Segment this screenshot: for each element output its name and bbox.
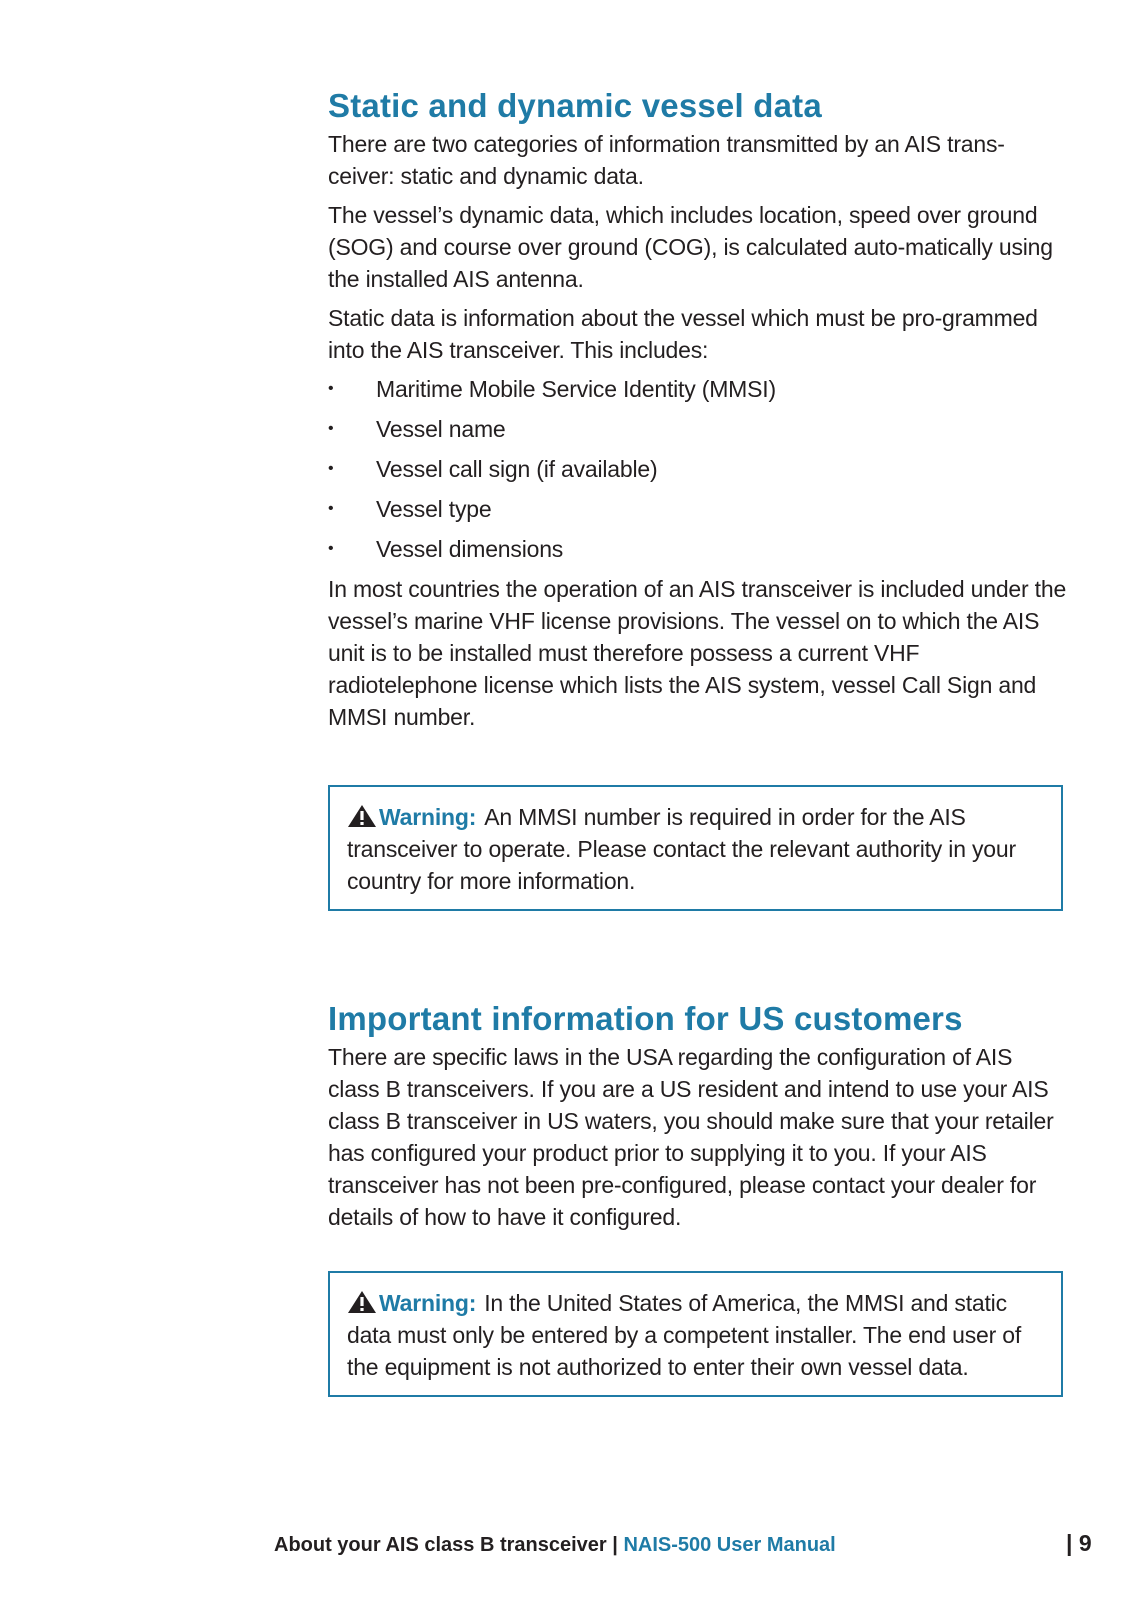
list-item: • Vessel dimensions [328, 533, 1068, 565]
warning-triangle-icon [347, 804, 377, 828]
paragraph: There are specific laws in the USA regarding the configuration of AIS class B transceivers. If you are a US resident and intend to use your AIS class B transceiver in US waters, you should make sure that your retailer has configured your product prior to supplying it to you. If your AIS transceiver has not been pre-configured, please contact your dealer for details of how to have it configured. [328, 1044, 1054, 1230]
section-title-us-customers: Important information for US customers [328, 1000, 963, 1037]
page-content [328, 86, 1068, 1397]
paragraph: The vessel’s dynamic data, which includes location, speed over ground (SOG) and course over ground (COG), is calculated auto-matically using the installed AIS antenna. [328, 202, 1053, 292]
warning-label: Warning: [379, 1290, 477, 1316]
warning-text: An MMSI number is required in order for the AIS transceiver to operate. Please contact the relevant authority in your country for more information. [347, 804, 1016, 894]
footer-manual-title: NAIS-500 User Manual [623, 1534, 836, 1556]
list-item: • Vessel name [328, 413, 1068, 445]
paragraph: There are two categories of information transmitted by an AIS trans-ceiver: static and dynamic data. [328, 131, 1005, 189]
bullet-icon: • [328, 380, 334, 397]
bullet-icon: • [328, 420, 334, 437]
bullet-icon: • [328, 500, 334, 517]
warning-label: Warning: [379, 804, 477, 830]
footer-separator: | [606, 1534, 624, 1556]
static-data-list [328, 373, 1068, 565]
page-footer [274, 1534, 836, 1557]
list-item: • Maritime Mobile Service Identity (MMSI) [328, 373, 1068, 405]
bullet-icon: • [328, 460, 334, 477]
warning-text: In the United States of America, the MMSI and static data must only be entered by a competent installer. The end user of the equipment is not authorized to enter their own vessel data. [347, 1290, 1022, 1380]
paragraph: Static data is information about the vessel which must be pro-grammed into the AIS transceiver. This includes: [328, 305, 1038, 363]
warning-box-mmsi [328, 785, 1063, 911]
warning-triangle-icon [347, 1290, 377, 1314]
list-item: • Vessel type [328, 493, 1068, 525]
section-title-static-dynamic: Static and dynamic vessel data [328, 87, 822, 124]
paragraph: In most countries the operation of an AIS transceiver is included under the vessel’s marine VHF license provisions. The vessel on to which the AIS unit is to be installed must therefore possess a current VHF radiotelephone license which lists the AIS system, vessel Call Sign and MMSI number. [328, 576, 1067, 730]
bullet-icon: • [328, 540, 334, 557]
footer-chapter: About your AIS class B transceiver [274, 1534, 607, 1556]
warning-box-us [328, 1271, 1063, 1397]
list-item: • Vessel call sign (if available) [328, 453, 1068, 485]
page-number: | 9 [1066, 1530, 1092, 1556]
